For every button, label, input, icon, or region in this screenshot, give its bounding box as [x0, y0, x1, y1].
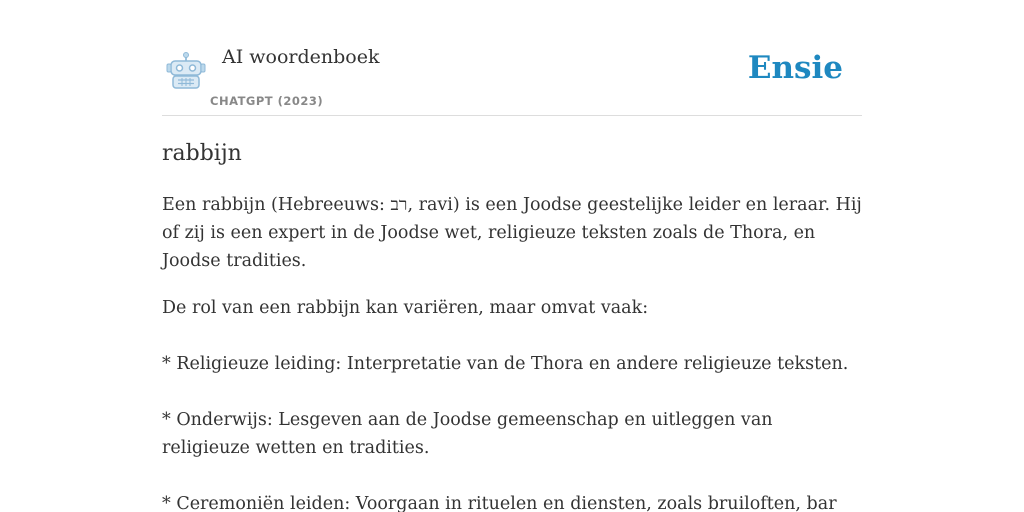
robot-icon	[166, 52, 206, 90]
entry-content	[162, 138, 862, 512]
list-item: * Religieuze leiding: Interpretatie van de Thora en andere religieuze teksten.	[162, 354, 849, 374]
source-header	[162, 40, 862, 116]
list-item: * Onderwijs: Lesgeven aan de Joodse gemeenschap en uitleggen van religieuze wetten en tradities.	[162, 410, 773, 458]
list-item: * Ceremoniën leiden: Voorgaan in rituelen en diensten, zoals bruiloften, bar	[162, 494, 837, 512]
entry-term: rabbijn	[162, 141, 242, 166]
definition-paragraph: De rol van een rabbijn kan variëren, maar omvat vaak:	[162, 298, 649, 318]
source-title[interactable]: AI woordenboek	[222, 46, 380, 68]
definition-paragraph: Een rabbijn (Hebreeuws: רב, ravi) is een Joodse geestelijke leider en leraar. Hij of zij is een expert in de Joodse wet, religieuze teksten zoals de Thora, en Joodse tradities.	[162, 195, 862, 271]
ensie-logo[interactable]: Ensie	[747, 50, 843, 86]
source-subtitle: CHATGPT (2023)	[210, 94, 324, 108]
